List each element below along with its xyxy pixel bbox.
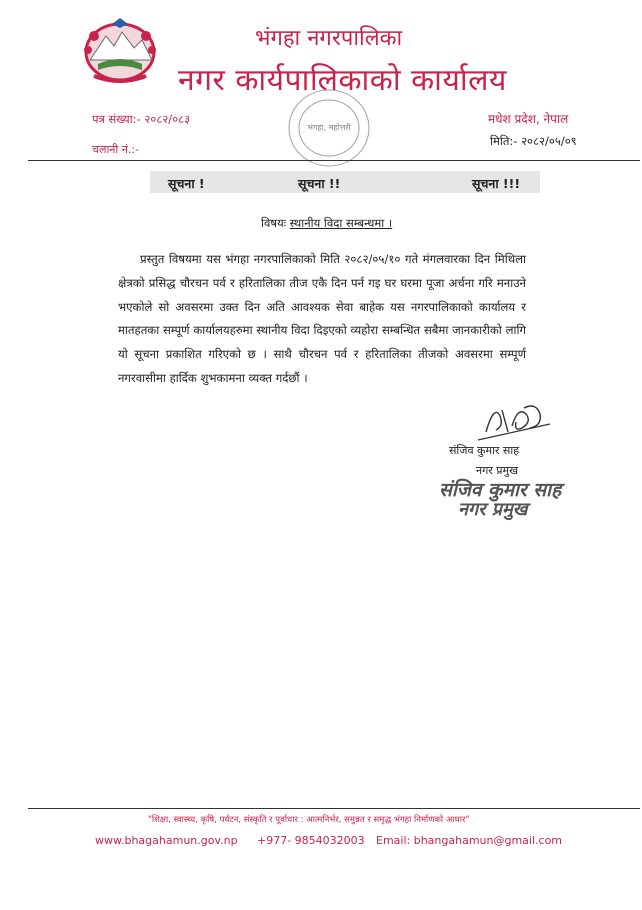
footer-phone: +977- 9854032003 bbox=[257, 834, 365, 847]
emblem-logo bbox=[78, 14, 162, 86]
org-name: भंगहा नगरपालिका bbox=[255, 26, 403, 51]
office-name: नगर कार्यपालिकाको कार्यालय bbox=[178, 63, 507, 98]
notice-heading-2: सूचना !! bbox=[298, 176, 341, 191]
seal-text: भंगहा, महोत्तरी bbox=[307, 123, 351, 132]
footer-motto: "शिक्षा, स्वास्थ्य, कृषि, पर्यटन, संस्कृति र पूर्वाधार : आत्मनिर्भर, समुन्नत र समृद्ध भंगहा निर्माणको आधार" bbox=[148, 815, 470, 825]
footer-email: Email: bhangahamun@gmail.com bbox=[376, 834, 563, 847]
reference-number: पत्र संख्या:- २०८२/०८३ bbox=[92, 112, 191, 126]
letter-date: मिति:- २०८२/०५/०९ bbox=[490, 134, 577, 148]
signatory-stamp-title: नगर प्रमुख bbox=[458, 499, 528, 520]
notice-body: प्रस्तुत विषयमा यस भंगहा नगरपालिकाको मिति २०८२/०५/१० गते मंगलवारका दिन मिथिला क्षेत्रको प्रसिद्ध चौरचन पर्व र हरितालिका तीज एकै दिन पर्न गइ घर घरमा पूजा अर्चना गरि मनाउने भएकोले सो अवसरमा उक्त दिन अति आवश्यक सेवा बाहेक यस नगरपालिकाको कार्यालय र मातहतका सम्पूर्ण कार्यालयहरुमा स्थानीय विदा दिइएको व्यहोरा सम्बन्धित सबैमा जानकारीको लागि यो सूचना प्रकाशित गरिएको छ । साथै चौरचन पर्व र हरितालिका तीजको अवसरमा सम्पूर्ण नगरवासीमा हार्दिक शुभकामना व्यक्त गर्दछौं । bbox=[118, 252, 526, 385]
subject-line bbox=[261, 216, 392, 231]
signatory-name: संजिव कुमार साह bbox=[449, 444, 520, 457]
subject-label: विषयः bbox=[261, 216, 287, 230]
footer-divider bbox=[28, 808, 640, 809]
handwritten-signature bbox=[474, 396, 554, 446]
header-divider bbox=[28, 160, 640, 161]
signatory-stamp-name: संजिव कुमार साह bbox=[439, 479, 562, 501]
office-seal bbox=[268, 86, 390, 170]
subject-text: स्थानीय विदा सम्बन्धमा । bbox=[289, 216, 393, 230]
notice-heading-3: सूचना !!! bbox=[472, 176, 521, 191]
notice-heading-1: सूचना ! bbox=[168, 176, 205, 191]
footer-website: www.bhagahamun.gov.np bbox=[95, 834, 238, 847]
dispatch-number: चलानी नं.:- bbox=[92, 143, 140, 156]
province-address: मधेश प्रदेश, नेपाल bbox=[488, 112, 569, 126]
signatory-title: नगर प्रमुख bbox=[476, 464, 519, 477]
